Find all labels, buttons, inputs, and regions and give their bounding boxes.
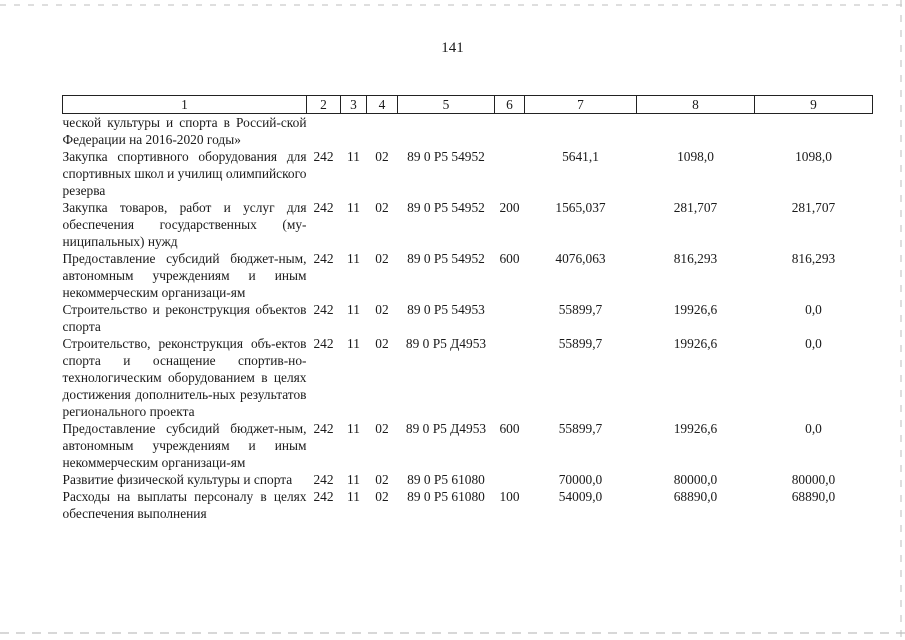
- row-col-3: 11: [347, 149, 360, 164]
- row-col-7: 4076,063: [555, 251, 606, 266]
- row-col-4: 02: [375, 149, 389, 164]
- row-col-7: 55899,7: [558, 336, 603, 351]
- row-col-6: [495, 335, 525, 420]
- row-col-6: [495, 148, 525, 199]
- row-col-2: [307, 114, 341, 149]
- row-name: Закупка товаров, работ и услуг для обеспечения государственных (му-ниципальных) нужд: [62, 200, 307, 249]
- table-body: [63, 114, 873, 523]
- row-col-3: 11: [347, 421, 360, 436]
- table-row: [63, 420, 873, 471]
- row-name: Развитие физической культуры и спорта: [62, 472, 293, 487]
- row-col-9: 68890,0: [791, 489, 836, 504]
- row-col-6: 100: [499, 489, 520, 504]
- header-col-3: 3: [341, 96, 367, 114]
- row-col-7: 70000,0: [558, 472, 603, 487]
- row-col-5: 89 0 P5 Д4953: [405, 421, 487, 436]
- row-col-7: 55899,7: [558, 421, 603, 436]
- row-col-6: [495, 114, 525, 149]
- header-col-5: 5: [398, 96, 495, 114]
- table-row: [63, 114, 873, 149]
- row-col-9: 0,0: [805, 421, 822, 436]
- row-col-8: 19926,6: [673, 421, 718, 436]
- row-col-2: 242: [313, 489, 334, 504]
- row-col-7: 1565,037: [555, 200, 606, 215]
- row-col-9: 0,0: [805, 302, 822, 317]
- row-col-4: 02: [375, 421, 389, 436]
- table-row: [63, 148, 873, 199]
- row-col-2: 242: [313, 200, 334, 215]
- row-col-3: 11: [347, 200, 360, 215]
- row-col-4: 02: [375, 336, 389, 351]
- row-name: Закупка спортивного оборудования для спортивных школ и училищ олимпийского резерва: [62, 149, 307, 198]
- row-col-2: 242: [313, 302, 334, 317]
- row-name: Предоставление субсидий бюджет-ным, автономным учреждениям и иным некоммерческим организаци-ям: [62, 421, 307, 470]
- header-col-9: 9: [755, 96, 873, 114]
- row-col-5: 89 0 P5 54952: [407, 149, 485, 164]
- row-col-9: 0,0: [805, 336, 822, 351]
- scan-edge-right: [900, 0, 902, 640]
- row-col-2: 242: [313, 251, 334, 266]
- header-col-8: 8: [637, 96, 755, 114]
- table-row: [63, 471, 873, 488]
- row-col-2: 242: [313, 149, 334, 164]
- row-col-3: 11: [347, 302, 360, 317]
- row-col-2: 242: [313, 336, 334, 351]
- row-col-5: 89 0 P5 54953: [407, 302, 485, 317]
- row-col-4: 02: [375, 489, 389, 504]
- row-col-3: 11: [347, 489, 360, 504]
- header-col-6: 6: [495, 96, 525, 114]
- row-col-9: 816,293: [791, 251, 836, 266]
- row-name: Предоставление субсидий бюджет-ным, автономным учреждениям и иным некоммерческим организаци-ям: [62, 251, 307, 300]
- table-row: [63, 250, 873, 301]
- row-col-4: 02: [375, 251, 389, 266]
- header-col-4: 4: [367, 96, 398, 114]
- row-col-5: 89 0 P5 Д4953: [405, 336, 487, 351]
- row-col-5: 89 0 P5 61080: [407, 472, 485, 487]
- row-col-8: 1098,0: [677, 149, 714, 164]
- row-col-5: 89 0 P5 54952: [407, 200, 485, 215]
- row-col-4: 02: [375, 302, 389, 317]
- row-col-6: 200: [499, 200, 520, 215]
- row-name: Строительство и реконструкция объектов спорта: [62, 302, 307, 334]
- row-col-7: [525, 114, 637, 149]
- table-row: [63, 301, 873, 335]
- row-col-7: 55899,7: [558, 302, 603, 317]
- row-col-5: 89 0 P5 54952: [407, 251, 485, 266]
- row-col-2: 242: [313, 472, 334, 487]
- row-col-8: 816,293: [673, 251, 718, 266]
- header-row: [63, 96, 873, 114]
- scan-edge-bottom: [0, 632, 905, 634]
- row-col-4: [367, 114, 398, 149]
- row-col-8: 19926,6: [673, 336, 718, 351]
- row-col-2: 242: [313, 421, 334, 436]
- row-col-9: 80000,0: [791, 472, 836, 487]
- table-row: [63, 488, 873, 522]
- row-col-6: 600: [499, 421, 520, 436]
- row-col-3: 11: [347, 251, 360, 266]
- page-number: 141: [441, 40, 464, 56]
- row-col-8: 281,707: [673, 200, 718, 215]
- table-row: [63, 335, 873, 420]
- row-col-7: 54009,0: [558, 489, 603, 504]
- row-col-6: 600: [499, 251, 520, 266]
- row-col-9: 1098,0: [795, 149, 832, 164]
- row-col-3: 11: [347, 336, 360, 351]
- header-col-2: 2: [307, 96, 341, 114]
- row-col-3: [341, 114, 367, 149]
- row-name: Расходы на выплаты персоналу в целях обеспечения выполнения: [62, 489, 307, 521]
- row-col-3: 11: [347, 472, 360, 487]
- row-col-4: 02: [375, 200, 389, 215]
- row-col-8: [637, 114, 755, 149]
- scan-edge-top: [0, 4, 905, 6]
- row-col-6: [495, 301, 525, 335]
- row-col-5: 89 0 P5 61080: [407, 489, 485, 504]
- row-col-9: 281,707: [791, 200, 836, 215]
- table-row: [63, 199, 873, 250]
- row-col-7: 5641,1: [562, 149, 599, 164]
- row-col-8: 80000,0: [673, 472, 718, 487]
- budget-table: [62, 95, 873, 522]
- row-name: ческой культуры и спорта в Россий-ской Федерации на 2016-2020 годы»: [62, 115, 307, 147]
- row-col-8: 19926,6: [673, 302, 718, 317]
- header-col-7: 7: [525, 96, 637, 114]
- header-col-1: 1: [63, 96, 307, 114]
- row-col-4: 02: [375, 472, 389, 487]
- row-col-5: [398, 114, 495, 149]
- row-name: Строительство, реконструкция объ-ектов спорта и оснащение спортив-но-технологическим оборудованием в целях достижения дополнитель-ных результатов регионального проекта: [62, 336, 307, 419]
- row-col-6: [495, 471, 525, 488]
- row-col-8: 68890,0: [673, 489, 718, 504]
- row-col-9: [755, 114, 873, 149]
